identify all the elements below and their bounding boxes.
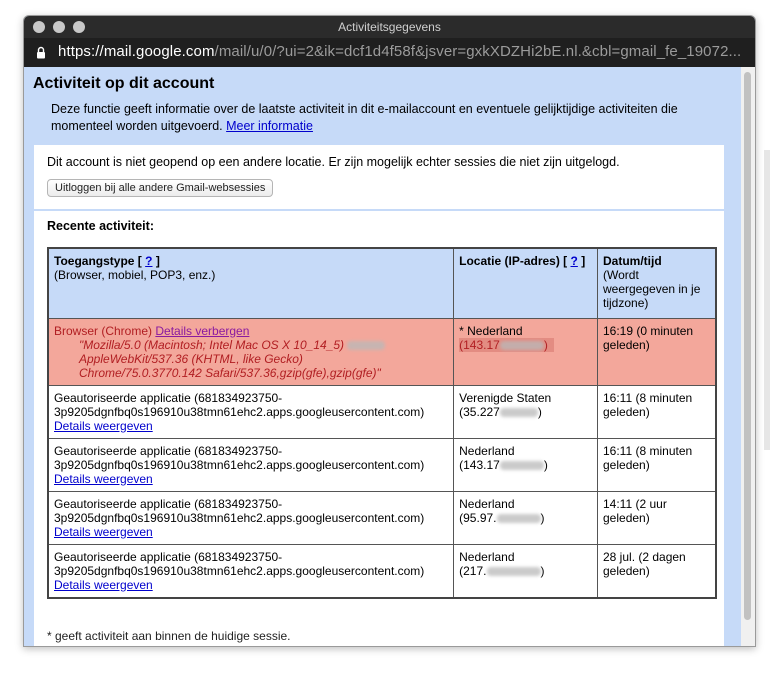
window-title: Activiteitsgegevens bbox=[338, 20, 441, 34]
access-type-title: Toegangstype [ ? ] bbox=[54, 254, 160, 268]
footnote: * geeft activiteit aan binnen de huidige sessie. bbox=[47, 629, 291, 643]
more-info-link[interactable]: Meer informatie bbox=[226, 119, 313, 133]
address-bar[interactable] bbox=[24, 38, 755, 67]
time-cell: 16:11 (8 minuten geleden) bbox=[598, 385, 717, 438]
url-scheme: https:// bbox=[58, 43, 104, 60]
show-details-link[interactable]: Details weergeven bbox=[54, 471, 153, 486]
access-type-header bbox=[48, 248, 454, 318]
location-cell: Nederland (217. ) bbox=[454, 544, 598, 598]
browser-window bbox=[23, 15, 756, 647]
page-title: Activiteit op dit account bbox=[33, 75, 215, 92]
background-window-edge bbox=[764, 150, 770, 450]
activity-panel bbox=[34, 145, 724, 646]
access-cell: Geautoriseerde applicatie (681834923750- 3p9205dgnfbq0s196910u38tmn61ehc2.apps.googleusercontent.com) Details weergeven bbox=[48, 438, 454, 491]
session-status-text: Dit account is niet geopend op een andere locatie. Er zijn mogelijk echter sessies die niet zijn uitgelogd. bbox=[47, 155, 620, 169]
location-help-link[interactable]: ? bbox=[570, 254, 578, 268]
location-cell: Nederland (95.97. ) bbox=[454, 491, 598, 544]
description-text: Deze functie geeft informatie over de laatste activiteit in dit e-mailaccount en eventuele gelijktijdige activiteiten die momenteel worden uitgevoerd. bbox=[51, 102, 678, 133]
section-divider bbox=[34, 209, 724, 211]
location-cell: Nederland (143.17 ) bbox=[454, 438, 598, 491]
datetime-header bbox=[598, 248, 717, 318]
url-text[interactable] bbox=[58, 43, 741, 60]
access-type-subtitle: (Browser, mobiel, POP3, enz.) bbox=[54, 268, 216, 282]
access-cell: Geautoriseerde applicatie (681834923750- 3p9205dgnfbq0s196910u38tmn61ehc2.apps.googleusercontent.com) Details weergeven bbox=[48, 491, 454, 544]
show-details-link[interactable]: Details weergeven bbox=[54, 577, 153, 592]
recent-activity-heading: Recente activiteit: bbox=[47, 219, 154, 233]
datetime-subtitle: (Wordt weergegeven in je tijdzone) bbox=[603, 268, 701, 310]
table-row bbox=[48, 491, 716, 544]
lock-icon bbox=[36, 46, 46, 59]
show-details-link[interactable]: Details weergeven bbox=[54, 418, 153, 433]
current-session-access-cell bbox=[48, 318, 454, 385]
url-host: mail.google.com bbox=[103, 43, 215, 60]
url-path: /mail/u/0/?ui=2&ik=dcf1d4f58f&jsver=gxkXDZHi2bE.nl.&cbl=gmail_fe_19072... bbox=[214, 43, 742, 60]
table-header-row bbox=[48, 248, 716, 318]
page-content bbox=[24, 67, 741, 646]
show-details-link[interactable]: Details weergeven bbox=[54, 524, 153, 539]
location-header bbox=[454, 248, 598, 318]
time-cell: 14:11 (2 uur geleden) bbox=[598, 491, 717, 544]
activity-table bbox=[47, 247, 717, 599]
current-ip-address: (143.17 ) bbox=[459, 338, 554, 352]
title-bar bbox=[24, 16, 755, 38]
current-browser-label: Browser (Chrome) bbox=[54, 323, 153, 338]
page-description bbox=[51, 101, 731, 135]
current-session-time-cell: 16:19 (0 minuten geleden) bbox=[598, 318, 717, 385]
user-agent-text: "Mozilla/5.0 (Macintosh; Intel Mac OS X 10_14_5) AppleWebKit/537.36 (KHTML, like Gecko) Chrome/75.0.3770.142 Safari/537.36,gzip(gfe),gzip(gfe)" bbox=[54, 338, 449, 380]
scrollbar-thumb[interactable] bbox=[744, 72, 751, 620]
location-title: Locatie (IP-adres) [ ? ] bbox=[459, 254, 586, 268]
access-cell: Geautoriseerde applicatie (681834923750- 3p9205dgnfbq0s196910u38tmn61ehc2.apps.googleusercontent.com) Details weergeven bbox=[48, 385, 454, 438]
access-cell: Geautoriseerde applicatie (681834923750- 3p9205dgnfbq0s196910u38tmn61ehc2.apps.googleusercontent.com) Details weergeven bbox=[48, 544, 454, 598]
location-cell: Verenigde Staten (35.227 ) bbox=[454, 385, 598, 438]
current-location: * Nederland bbox=[459, 323, 523, 338]
current-session-row bbox=[48, 318, 716, 385]
logout-other-sessions-button[interactable]: Uitloggen bij alle andere Gmail-websessies bbox=[47, 179, 273, 197]
datetime-title: Datum/tijd bbox=[603, 254, 662, 268]
table-row bbox=[48, 544, 716, 598]
current-session-location-cell bbox=[454, 318, 598, 385]
table-row bbox=[48, 438, 716, 491]
time-cell: 28 jul. (2 dagen geleden) bbox=[598, 544, 717, 598]
access-type-help-link[interactable]: ? bbox=[145, 254, 153, 268]
time-cell: 16:11 (8 minuten geleden) bbox=[598, 438, 717, 491]
hide-details-link[interactable]: Details verbergen bbox=[155, 323, 250, 338]
table-row bbox=[48, 385, 716, 438]
